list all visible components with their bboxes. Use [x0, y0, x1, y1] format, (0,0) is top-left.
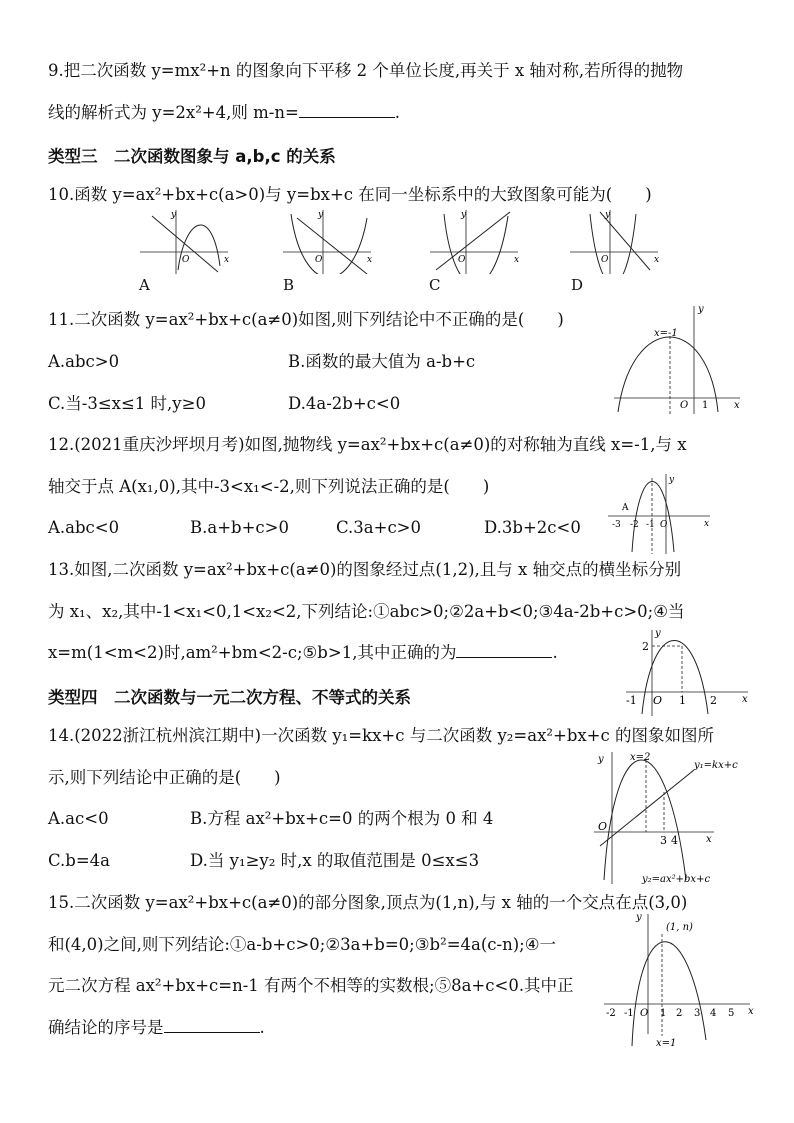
q14-option-c: C.b=4a — [48, 851, 111, 870]
q13-tick-m1: -1 — [626, 694, 637, 707]
q12-option-c: C.3a+c>0 — [336, 518, 422, 537]
q15-tick-m1: -1 — [624, 1008, 634, 1019]
q14-line2: 示,则下列结论中正确的是( ) — [48, 768, 281, 787]
q14-option-b: B.方程 ax²+bx+c=0 的两个根为 0 和 4 — [190, 809, 494, 828]
q10-b-o: O — [315, 255, 323, 265]
q14-x: x — [706, 834, 712, 845]
q15-tick-3: 3 — [694, 1008, 701, 1019]
q10-b-x: x — [367, 255, 373, 265]
q12-line1: 12.(2021重庆沙坪坝月考)如图,抛物线 y=ax²+bx+c(a≠0)的对称轴为直线 x=-1,与 x — [48, 435, 687, 454]
q10-figure-b — [283, 208, 373, 274]
q11-one: 1 — [702, 400, 709, 411]
q14-y: y — [598, 754, 604, 765]
q13-y: y — [655, 628, 661, 639]
q13-figure — [622, 628, 752, 716]
q12-tick-m3: -3 — [612, 520, 621, 530]
q15-figure — [600, 912, 760, 1052]
q13-tick-1: 1 — [679, 694, 686, 707]
q12-tick-m2: -2 — [630, 520, 639, 530]
q10-label-c: C — [429, 276, 441, 294]
q10-figure-d — [570, 208, 660, 274]
q14-tick-4: 4 — [671, 834, 678, 847]
q15-o: O — [640, 1008, 649, 1019]
q9-line1: 9.把二次函数 y=mx²+n 的图象向下平移 2 个单位长度,再关于 x 轴对称,若所得的抛物 — [48, 61, 684, 80]
q15-line2: 和(4,0)之间,则下列结论:①a-b+c>0;②3a+b=0;③b²=4a(c-n);④一 — [48, 935, 557, 954]
q13-o: O — [653, 694, 663, 707]
q10-figure-c — [430, 208, 520, 274]
q14-y1: y₁=kx+c — [694, 760, 738, 771]
q10-label-b: B — [283, 276, 295, 294]
q14-option-a: A.ac<0 — [48, 809, 109, 828]
answer-blank — [456, 643, 552, 658]
q15-tick-4: 4 — [710, 1008, 717, 1019]
q12-option-d: D.3b+2c<0 — [484, 518, 581, 537]
q14-figure — [590, 746, 750, 888]
q10-c-x: x — [514, 255, 520, 265]
q10-a-x: x — [224, 255, 230, 265]
q13-line2: 为 x₁、x₂,其中-1<x₁<0,1<x₂<2,下列结论:①abc>0;②2a+b<0;③4a-2b+c>0;④当 — [48, 602, 685, 621]
q10-b-y: y — [318, 210, 324, 220]
q15-tick-2: 2 — [676, 1008, 683, 1019]
q12-option-b: B.a+b+c>0 — [190, 518, 289, 537]
q12-line2: 轴交于点 A(x₁,0),其中-3<x₁<-2,则下列说法正确的是( ) — [48, 477, 490, 496]
q14-line1: 14.(2022浙江杭州滨江期中)一次函数 y₁=kx+c 与二次函数 y₂=ax²+bx+c 的图象如图所 — [48, 726, 714, 745]
q12-x: x — [704, 519, 710, 529]
q11-option-c: C.当-3≤x≤1 时,y≥0 — [48, 394, 206, 413]
q11-option-a: A.abc>0 — [48, 352, 120, 371]
q10-c-y: y — [461, 210, 467, 220]
q11-sym: x=-1 — [654, 328, 678, 339]
q10-c-o: O — [458, 255, 466, 265]
q11-o: O — [680, 400, 689, 411]
q15-x: x — [748, 1006, 754, 1017]
q10-d-y: y — [605, 210, 611, 220]
q10-a-y: y — [171, 210, 177, 220]
q13-end: . — [552, 643, 558, 662]
q11-stem: 11.二次函数 y=ax²+bx+c(a≠0)如图,则下列结论中不正确的是( ) — [48, 310, 564, 329]
q14-y2: y₂=ax²+bx+c — [642, 874, 711, 885]
q10-d-o: O — [601, 255, 609, 265]
q11-option-b: B.函数的最大值为 a-b+c — [288, 352, 476, 371]
q15-tick-m2: -2 — [606, 1008, 616, 1019]
q11-figure — [614, 302, 744, 414]
q15-tick-1: 1 — [660, 1008, 667, 1019]
q13-line3 — [48, 642, 558, 664]
q12-y: y — [669, 475, 675, 485]
section-heading-4: 类型四 二次函数与一元二次方程、不等式的关系 — [48, 688, 411, 707]
q13-two: 2 — [642, 640, 649, 653]
answer-blank — [164, 1018, 260, 1033]
q13-tick-2: 2 — [710, 694, 717, 707]
q14-option-d: D.当 y₁≥y₂ 时,x 的取值范围是 0≤x≤3 — [190, 851, 480, 870]
q15-line4-text: 确结论的序号是 — [48, 1018, 164, 1037]
q10-figure-a — [140, 208, 230, 274]
q15-end: . — [259, 1018, 265, 1037]
q9-line2-text: 线的解析式为 y=2x²+4,则 m-n= — [48, 103, 299, 122]
q12-figure — [606, 472, 716, 554]
q15-line3: 元二次方程 ax²+bx+c=n-1 有两个不相等的实数根;⑤8a+c<0.其中正 — [48, 976, 574, 995]
q15-vertex: (1, n) — [666, 922, 693, 933]
q15-line4 — [48, 1017, 265, 1039]
q10-a-o: O — [182, 255, 190, 265]
q14-o: O — [598, 820, 608, 833]
q11-x: x — [734, 400, 740, 411]
q14-sym: x=2 — [630, 752, 651, 763]
q13-line3-text: x=m(1<m<2)时,am²+bm<2-c;⑤b>1,其中正确的为 — [48, 643, 457, 662]
q13-x: x — [742, 694, 748, 705]
q12-o: O — [660, 520, 668, 530]
q10-stem: 10.函数 y=ax²+bx+c(a>0)与 y=bx+c 在同一坐标系中的大致图象可能为( ) — [48, 185, 652, 204]
q11-y: y — [698, 304, 704, 315]
q9-line2 — [48, 102, 400, 124]
q12-tick-m1: -1 — [646, 520, 655, 530]
q12-a: A — [622, 503, 629, 513]
q15-line1: 15.二次函数 y=ax²+bx+c(a≠0)的部分图象,顶点为(1,n),与 x 轴的一个交点在点(3,0) — [48, 893, 688, 912]
q15-y: y — [636, 912, 642, 923]
answer-blank — [299, 103, 395, 118]
q10-label-d: D — [571, 276, 584, 294]
q10-d-x: x — [654, 255, 660, 265]
section-heading-3: 类型三 二次函数图象与 a,b,c 的关系 — [48, 147, 336, 166]
q9-end: . — [394, 103, 401, 122]
q13-line1: 13.如图,二次函数 y=ax²+bx+c(a≠0)的图象经过点(1,2),且与 x 轴交点的横坐标分别 — [48, 560, 682, 579]
q14-tick-3: 3 — [660, 834, 667, 847]
q15-tick-5: 5 — [728, 1008, 735, 1019]
q11-option-d: D.4a-2b+c<0 — [288, 394, 401, 413]
q12-option-a: A.abc<0 — [48, 518, 120, 537]
q10-label-a: A — [139, 276, 150, 294]
q15-sym: x=1 — [656, 1038, 677, 1049]
